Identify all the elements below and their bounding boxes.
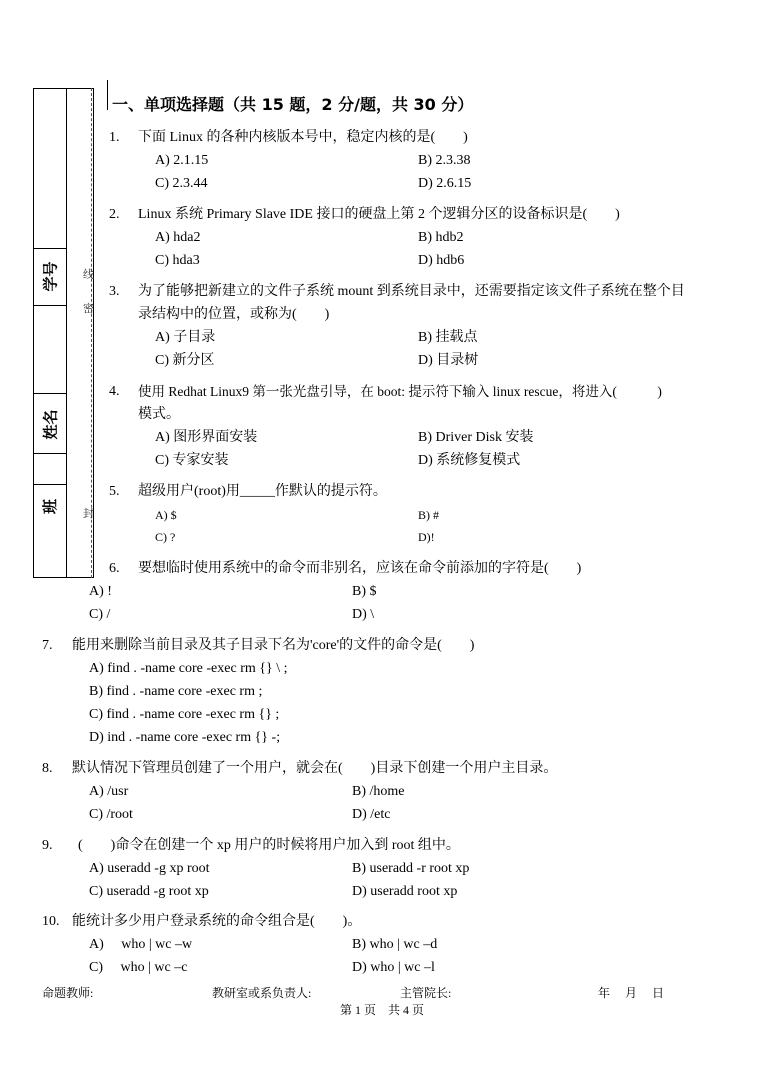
- question-number: 2.: [109, 207, 120, 222]
- option: B) who | wc –d: [352, 937, 438, 952]
- question-text: Linux 系统 Primary Slave IDE 接口的硬盘上第 2 个逻辑分区的设备标识是( ): [138, 207, 620, 222]
- option: B) #: [418, 508, 439, 522]
- option: D) 目录树: [418, 353, 479, 368]
- page-number: 第 1 页 共 4 页: [340, 1003, 425, 1017]
- option: A) !: [89, 584, 112, 599]
- option: D) useradd root xp: [352, 884, 458, 899]
- divider: [33, 248, 67, 249]
- option: D) hdb6: [418, 253, 465, 268]
- question-number: 9.: [42, 838, 53, 853]
- seal-char: 封: [83, 507, 94, 520]
- option: C) 专家安装: [155, 453, 229, 468]
- question-text: 能用来删除当前目录及其子目录下名为'core'的文件的命令是( ): [72, 638, 475, 653]
- question-text: 使用 Redhat Linux9 第一张光盘引导，在 boot: 提示符下输入 linux rescue，将进入( ): [138, 384, 662, 399]
- question-text: 下面 Linux 的各种内核版本号中，稳定内核的是( ): [138, 130, 468, 145]
- title-rule: [107, 80, 108, 110]
- option: C) find . -name core -exec rm {} ;: [89, 707, 280, 722]
- option: A) who | wc –w: [89, 937, 193, 952]
- option: C) hda3: [155, 253, 200, 268]
- option: C) ?: [155, 530, 176, 544]
- option: B) $: [352, 584, 377, 599]
- option: D) ind . -name core -exec rm {} -;: [89, 730, 281, 745]
- question-number: 8.: [42, 761, 53, 776]
- question-number: 1.: [109, 130, 120, 145]
- section-title: 一、单项选择题（共 15 题，2 分/题，共 30 分）: [112, 95, 474, 114]
- question-text: ( )命令在创建一个 xp 用户的时候将用户加入到 root 组中。: [78, 838, 460, 853]
- option: A) 2.1.15: [155, 153, 209, 168]
- option: A) find . -name core -exec rm {} \ ;: [89, 661, 288, 676]
- question-number: 6.: [109, 561, 120, 576]
- option: C) /: [89, 607, 111, 622]
- option: A) /usr: [89, 784, 129, 799]
- option: C) /root: [89, 807, 133, 822]
- footer-dean: 主管院长:: [400, 986, 452, 1000]
- footer-dept-head: 教研室或系负责人:: [212, 986, 312, 1000]
- name-label: 姓名: [41, 409, 60, 440]
- option: C) who | wc –c: [89, 960, 188, 975]
- divider: [33, 453, 67, 454]
- seal-char: 密: [83, 302, 94, 315]
- question-text: 要想临时使用系统中的命令而非别名，应该在命令前添加的字符是( ): [138, 561, 582, 576]
- option: C) useradd -g root xp: [89, 884, 209, 899]
- option: D) /etc: [352, 807, 391, 822]
- question-number: 3.: [109, 284, 120, 299]
- divider: [33, 305, 67, 306]
- option: B) hdb2: [418, 230, 464, 245]
- option: A) hda2: [155, 230, 201, 245]
- option: B) Driver Disk 安装: [418, 430, 534, 445]
- question-text: 能统计多少用户登录系统的命令组合是( )。: [72, 914, 362, 929]
- question-text: 超级用户(root)用_____作默认的提示符。: [138, 484, 387, 499]
- option: A) 图形界面安装: [155, 430, 258, 445]
- option: B) find . -name core -exec rm ;: [89, 684, 263, 699]
- option: A) $: [155, 508, 177, 522]
- option: C) 2.3.44: [155, 176, 208, 191]
- option: D) 系统修复模式: [418, 453, 521, 468]
- option: C) 新分区: [155, 353, 215, 368]
- student-id-label: 学号: [41, 261, 60, 292]
- seal-char: 线: [83, 268, 94, 281]
- footer-teacher: 命题教师:: [42, 986, 94, 1000]
- footer-date: 年 月 日: [598, 986, 665, 1000]
- question-text: 录结构中的位置，或称为( ): [138, 307, 330, 322]
- option: B) 挂载点: [418, 330, 478, 345]
- option: D)!: [418, 530, 435, 544]
- divider: [33, 484, 67, 485]
- option: A) 子目录: [155, 330, 216, 345]
- option: D) 2.6.15: [418, 176, 472, 191]
- class-label: 班: [41, 498, 60, 515]
- question-number: 5.: [109, 484, 120, 499]
- question-text: 默认情况下管理员创建了一个用户，就会在( )目录下创建一个用户主目录。: [72, 761, 558, 776]
- option: D) who | wc –l: [352, 960, 435, 975]
- option: B) /home: [352, 784, 405, 799]
- question-text: 为了能够把新建立的文件子系统 mount 到系统目录中，还需要指定该文件子系统在整个目: [138, 284, 685, 299]
- question-number: 7.: [42, 638, 53, 653]
- option: B) useradd -r root xp: [352, 861, 470, 876]
- option: B) 2.3.38: [418, 153, 471, 168]
- question-number: 4.: [109, 384, 120, 399]
- question-number: 10.: [42, 914, 60, 929]
- question-text: 模式。: [138, 407, 180, 422]
- option: D) \: [352, 607, 375, 622]
- divider: [33, 393, 67, 394]
- option: A) useradd -g xp root: [89, 861, 210, 876]
